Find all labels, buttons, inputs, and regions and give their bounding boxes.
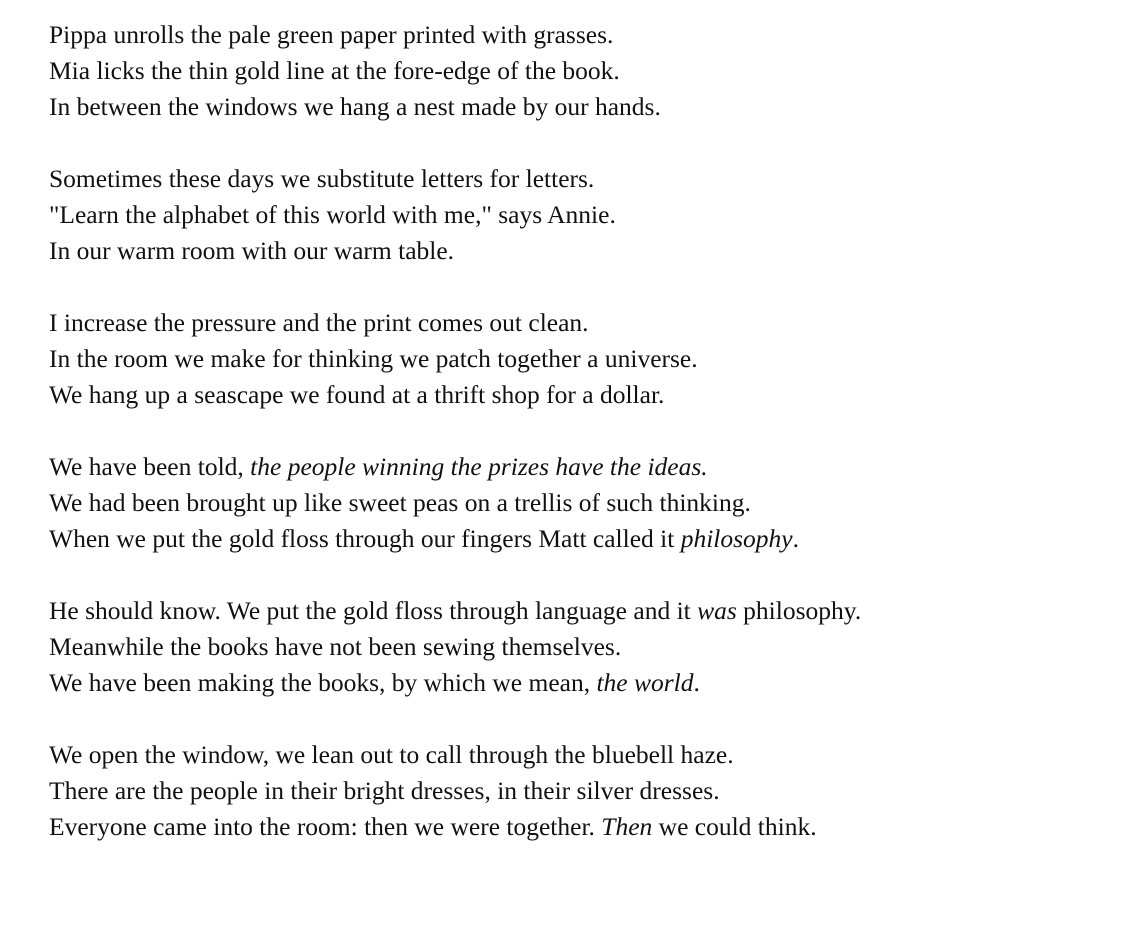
poem-line: We open the window, we lean out to call through the bluebell haze. [49,740,734,769]
poem-line: He should know. We put the gold floss through language and it was philosophy. [49,596,862,625]
poem-line: We hang up a seascape we found at a thrift shop for a dollar. [49,380,665,409]
poem-line: In between the windows we hang a nest made by our hands. [49,92,661,121]
poem-line: Everyone came into the room: then we were together. Then we could think. [49,812,817,841]
stanza-1 [49,17,1119,125]
poem-line: There are the people in their bright dresses, in their silver dresses. [49,776,720,805]
poem-line: We have been making the books, by which we mean, the world. [49,668,700,697]
poem-text [49,17,1119,881]
poem-line: Sometimes these days we substitute letters for letters. [49,164,595,193]
poem-line: Meanwhile the books have not been sewing themselves. [49,632,622,661]
stanza-2 [49,161,1119,269]
stanza-6 [49,737,1119,845]
italic-phrase: the world [596,668,694,697]
italic-phrase: the people winning the prizes have the ideas. [250,452,708,481]
poem-line: In our warm room with our warm table. [49,236,455,265]
poem-line: When we put the gold floss through our fingers Matt called it philosophy. [49,524,799,553]
italic-phrase: philosophy [680,524,793,553]
stanza-4 [49,449,1119,557]
italic-phrase: was [697,596,737,625]
stanza-5 [49,593,1119,701]
poem-line: In the room we make for thinking we patch together a universe. [49,344,698,373]
poem-line: "Learn the alphabet of this world with me," says Annie. [49,200,616,229]
poem-line: We have been told, the people winning the prizes have the ideas. [49,452,708,481]
poem-line: Pippa unrolls the pale green paper printed with grasses. [49,20,614,49]
poem-line: We had been brought up like sweet peas on a trellis of such thinking. [49,488,751,517]
stanza-3 [49,305,1119,413]
poem-line: I increase the pressure and the print comes out clean. [49,308,589,337]
poem-line: Mia licks the thin gold line at the fore-edge of the book. [49,56,620,85]
italic-phrase: Then [601,812,653,841]
